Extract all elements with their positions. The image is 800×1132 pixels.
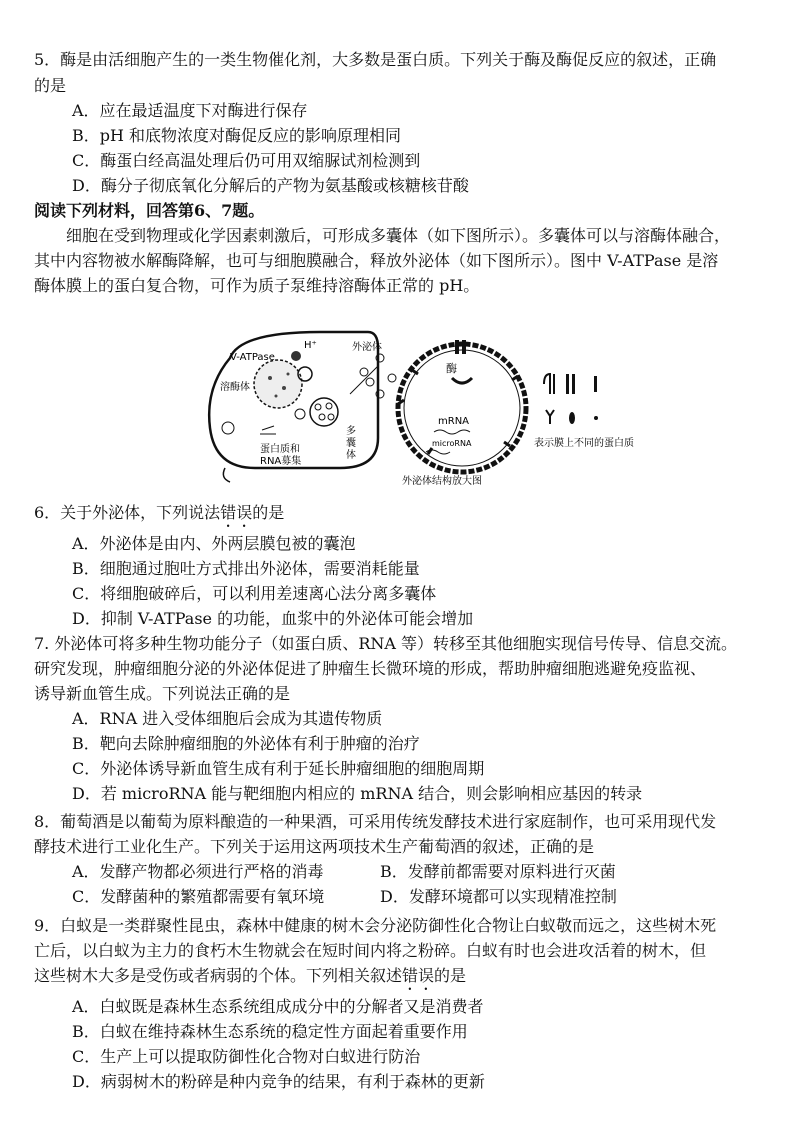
label-mrna: mRNA [438, 416, 470, 427]
q9-stem-post: 的是 [434, 966, 467, 985]
q7-stem-line2: 研究发现，肿瘤细胞分泌的外泌体促进了肿瘤生长微环境的形成，帮助肿瘤细胞逃避免疫监视、 [34, 659, 707, 678]
q5-option-d: D．酶分子彻底氧化分解后的产物为氨基酸或核糖核苷酸 [72, 176, 469, 195]
q8-option-a: A．发酵产物都必须进行严格的消毒 [72, 862, 324, 881]
multivesicular-body-shape [310, 398, 338, 426]
q8-stem-line1: 8．葡萄酒是以葡萄为原料酿造的一种果酒，可采用传统发酵技术进行家庭制作，也可采用现代发 [34, 812, 717, 831]
q6-option-b: B．细胞通过胞吐方式排出外泌体，需要消耗能量 [72, 559, 420, 578]
q9-stem-line3 [34, 966, 466, 994]
label-zoom-caption: 外泌体结构放大图 [402, 476, 482, 487]
q6-option-c: C．将细胞破碎后，可以利用差速离心法分离多囊体 [72, 584, 437, 603]
q9-stem-line2: 亡后，以白蚁为主力的食朽木生物就会在短时间内将之粉碎。白蚁有时也会进攻活着的树木，但 [34, 941, 707, 960]
label-recruit-2: RNA募集 [260, 456, 302, 467]
q9-option-a: A．白蚁既是森林生态系统组成成分中的分解者又是消费者 [72, 997, 484, 1016]
label-exosome: 外泌体 [352, 342, 382, 353]
q6-stem-emphasis: 错误 [220, 503, 253, 522]
material-para-line3: 酶体膜上的蛋白复合物，可作为质子泵维持溶酶体正常的 pH。 [34, 276, 480, 295]
exosome-figure [200, 318, 670, 490]
q9-option-c: C．生产上可以提取防御性化合物对白蚁进行防治 [72, 1047, 421, 1066]
q5-option-c: C．酶蛋白经高温处理后仍可用双缩脲试剂检测到 [72, 151, 421, 170]
q7-stem-line3: 诱导新血管生成。下列说法正确的是 [34, 684, 291, 703]
label-legend: 表示膜上不同的蛋白质 [534, 438, 634, 449]
lysosome-shape [254, 360, 302, 408]
q6-stem [34, 503, 284, 531]
q6-stem-pre: 6．关于外泌体，下列说法 [34, 503, 221, 522]
label-lysosome: 溶酶体 [220, 382, 250, 393]
q5-stem-line2: 的是 [34, 76, 67, 95]
material-para-line1: 细胞在受到物理或化学因素刺激后，可形成多囊体（如下图所示）。多囊体可以与溶酶体融合， [66, 226, 731, 245]
label-mvb-1: 多 [346, 426, 356, 437]
q9-option-b: B．白蚁在维持森林生态系统的稳定性方面起着重要作用 [72, 1022, 468, 1041]
label-recruit-1: 蛋白质和 [260, 444, 300, 455]
q7-stem-line1: 7. 外泌体可将多种生物功能分子（如蛋白质、RNA 等）转移至其他细胞实现信号传导、信息交流。 [34, 634, 738, 653]
q8-option-d: D．发酵环境都可以实现精准控制 [380, 887, 617, 906]
q8-stem-line2: 酵技术进行工业化生产。下列关于运用这两项技术生产葡萄酒的叙述，正确的是 [34, 837, 595, 856]
q6-option-a: A．外泌体是由内、外两层膜包被的囊泡 [72, 534, 356, 553]
exosome-zoom [398, 340, 526, 487]
material-para-line2: 其中内容物被水解酶降解，也可与细胞膜融合，释放外泌体（如下图所示）。图中 V-ATPase 是溶 [34, 251, 719, 270]
q9-stem-emphasis: 错误 [402, 966, 435, 985]
label-h-plus: H⁺ [304, 340, 317, 351]
label-enzyme: 酶 [446, 362, 457, 375]
q7-option-b: B．靶向去除肿瘤细胞的外泌体有利于肿瘤的治疗 [72, 734, 420, 753]
label-microrna: microRNA [432, 439, 472, 448]
q8-option-c: C．发酵菌种的繁殖都需要有氧环境 [72, 887, 325, 906]
q8-option-b: B．发酵前都需要对原料进行灭菌 [380, 862, 616, 881]
q9-stem-line1: 9．白蚁是一类群聚性昆虫，森林中健康的树木会分泌防御性化合物让白蚁敬而远之，这些树木死 [34, 916, 717, 935]
q6-stem-post: 的是 [252, 503, 285, 522]
q7-option-d: D．若 microRNA 能与靶细胞内相应的 mRNA 结合，则会影响相应基因的转录 [72, 784, 643, 803]
q5-option-b: B．pH 和底物浓度对酶促反应的影响原理相同 [72, 126, 402, 145]
material-header: 阅读下列材料，回答第6、7题。 [34, 201, 265, 220]
v-atpase-shape [291, 351, 301, 361]
q7-option-a: A．RNA 进入受体细胞后会成为其遗传物质 [72, 709, 383, 728]
q5-stem-line1: 5．酶是由活细胞产生的一类生物催化剂，大多数是蛋白质。下列关于酶及酶促反应的叙述，正确 [34, 50, 717, 69]
q5-option-a: A．应在最适温度下对酶进行保存 [72, 101, 308, 120]
q9-stem-pre: 这些树木大多是受伤或者病弱的个体。下列相关叙述 [34, 966, 403, 985]
q7-option-c: C．外泌体诱导新血管生成有利于延长肿瘤细胞的细胞周期 [72, 759, 485, 778]
cell-diagram [209, 332, 396, 482]
label-mvb-3: 体 [346, 450, 356, 461]
label-v-atpase: V-ATPase [230, 352, 275, 363]
protein-legend [534, 374, 634, 449]
q9-option-d: D．病弱树木的粉碎是种内竞争的结果，有利于森林的更新 [72, 1072, 485, 1091]
label-mvb-2: 囊 [346, 438, 356, 449]
q6-option-d: D．抑制 V-ATPase 的功能，血浆中的外泌体可能会增加 [72, 609, 474, 628]
